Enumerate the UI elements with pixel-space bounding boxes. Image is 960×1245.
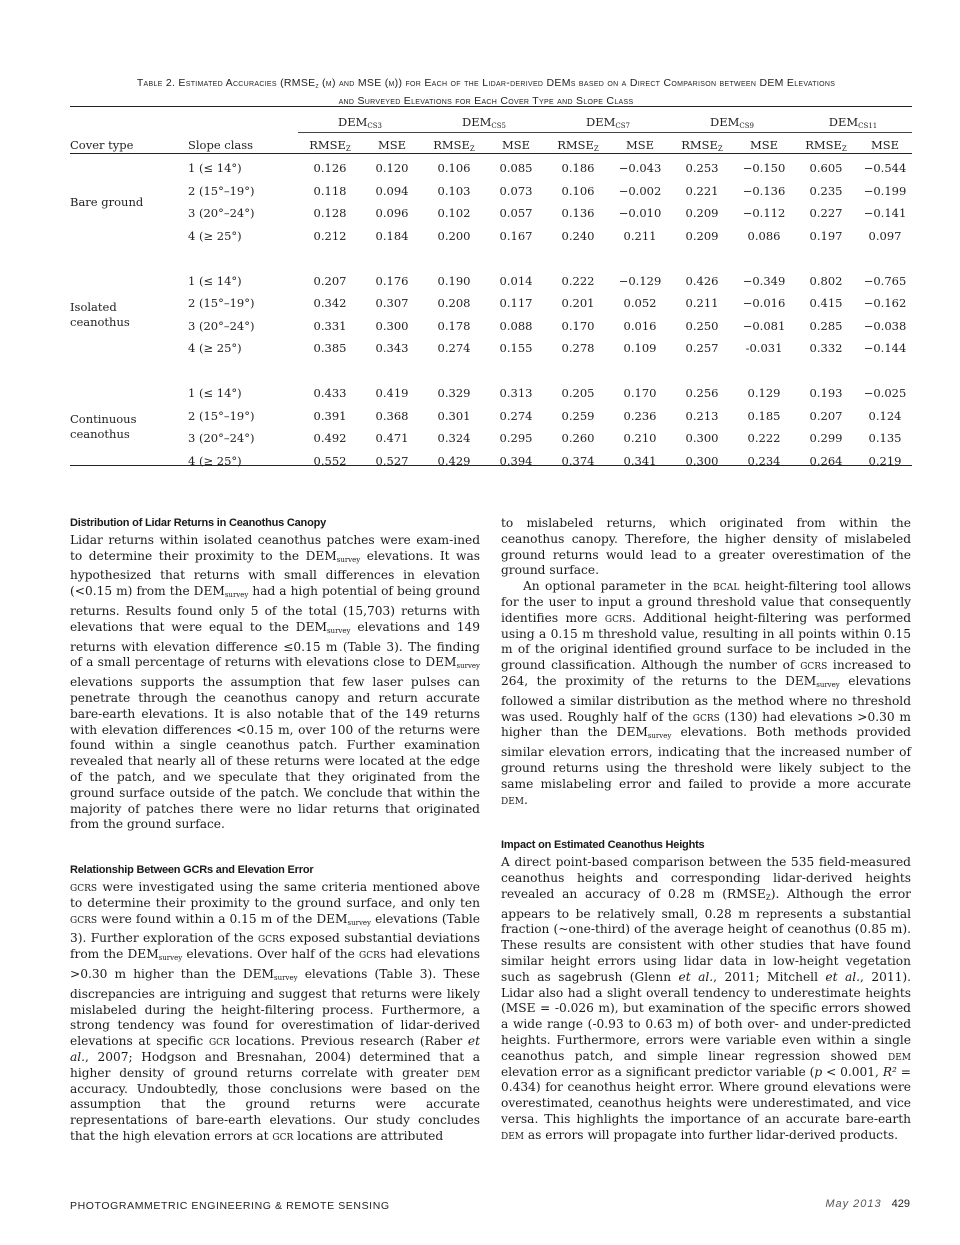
text-run: elevations (Table 3). Further exploration of the: [70, 911, 480, 946]
rmse-value: 0.331: [313, 318, 347, 333]
abbrev: gcrs: [258, 931, 286, 946]
dem-group-header: [422, 108, 546, 133]
cover-type-cell: [70, 157, 188, 247]
rmse-value: 0.300: [685, 431, 719, 446]
italic-text: et al.: [678, 969, 714, 984]
mse-value: 0.086: [747, 229, 781, 244]
abbrev: dem: [456, 1065, 480, 1080]
journal-name: PHOTOGRAMMETRIC ENGINEERING & REMOTE SENSING: [70, 1200, 390, 1212]
mse-value: −0.038: [863, 318, 907, 333]
rmse-value: 0.212: [313, 229, 347, 244]
abbrev: gcrs: [800, 658, 828, 673]
rmse-value: 0.426: [685, 273, 719, 288]
text-run: ined to determine their proximity to the DEM: [70, 532, 480, 563]
text-run: , 2011). Lidar also had a slight overall tendency to underestimate heights (MSE = -0.026 m), but examination of the specific errors showed a wide range (-0.93 to 0.63 m) of both over- and under-predicted heights. Furthermore, errors were variable even within a single ceanothus patch, and simple linear regression showed: [501, 969, 911, 1063]
col-header-mse: MSE: [749, 138, 779, 152]
italic-text: et al.: [825, 969, 861, 984]
mse-value: 0.094: [375, 183, 409, 198]
mse-value: 0.155: [499, 341, 533, 356]
abbrev: gcr: [272, 1128, 294, 1143]
text-run: were found within a 0.15 m of the DEM: [97, 911, 348, 926]
cover-type-cell: [70, 382, 188, 472]
table-row: [70, 382, 912, 405]
text-run: Lidar returns within isolated ceanothus patches were exam-: [70, 532, 454, 547]
mse-value: 0.222: [747, 431, 781, 446]
rmse-value: 0.257: [685, 341, 719, 356]
rmse-value: 0.208: [437, 296, 471, 311]
slope-class: 3 (20°–24°): [188, 318, 255, 333]
rmse-value: 0.274: [437, 341, 471, 356]
abbrev: gcrs: [604, 610, 632, 625]
rmse-value: 0.278: [561, 341, 595, 356]
rmse-value: 0.235: [809, 183, 843, 198]
left-column: [70, 516, 480, 1145]
rmse-value: 0.285: [809, 318, 843, 333]
mse-value: 0.109: [623, 341, 657, 356]
slope-class: 2 (15°–19°): [188, 408, 255, 423]
paragraph: to mislabeled returns, which originated from within the ceanothus canopy. Therefore, the higher density of mislabeled ground returns would lead to a greater overestimation of the ground surface.: [501, 516, 911, 578]
mse-value: 0.014: [499, 273, 533, 288]
rmse-label: RMSE: [681, 137, 718, 152]
dem-group-header: [298, 108, 422, 133]
slope-class: 1 (≤ 14°): [188, 273, 242, 288]
mse-value: 0.184: [375, 229, 409, 244]
mse-value: 0.419: [375, 386, 409, 401]
text-run: elevations and 149 returns with elevation difference ≤0.15 m (Table 3). The finding of a small percentage of returns with elevations close to DEM: [70, 619, 481, 670]
mse-value: 0.210: [623, 431, 657, 446]
rmse-value: 0.209: [685, 206, 719, 221]
rmse-value: 0.136: [561, 206, 595, 221]
slope-class: 4 (≥ 25°): [188, 229, 242, 244]
mse-value: 0.073: [499, 183, 533, 198]
rmse-value: 0.178: [437, 318, 471, 333]
slope-class: 1 (≤ 14°): [188, 386, 242, 401]
dem-sub: CS3: [367, 122, 382, 130]
mse-value: 0.185: [747, 408, 781, 423]
slope-class: 1 (≤ 14°): [188, 161, 242, 176]
mse-value: 0.016: [623, 318, 657, 333]
dem-group-header: [794, 108, 912, 133]
section-heading: Impact on Estimated Ceanothus Heights: [501, 839, 705, 852]
table-row: [70, 450, 912, 473]
rmse-value: 0.253: [685, 161, 719, 176]
abbrev: gcrs: [359, 947, 387, 962]
abbrev: dem: [887, 1048, 911, 1063]
rmse-value: 0.415: [809, 296, 843, 311]
mse-value: 0.295: [499, 431, 533, 446]
rmse-value: 0.385: [313, 341, 347, 356]
table-top-rule: [70, 106, 912, 107]
subscript: survey: [224, 591, 249, 600]
rmse-label: RMSE: [557, 137, 594, 152]
rmse-value: 0.240: [561, 229, 595, 244]
mse-value: −0.150: [742, 161, 786, 176]
mse-value: 0.471: [375, 431, 409, 446]
subscript: survey: [456, 662, 480, 671]
text-run: elevations (Table 3). These discrepancies are intriguing and suggest that returns were likely mislabeled during the height-filtering process. Furthermore, a strong tendency was found for overestimation of lidar-derived elevations at specific: [70, 966, 480, 1049]
mse-value: −0.112: [742, 206, 786, 221]
rmse-value: 0.126: [313, 161, 347, 176]
dem-sub: CS7: [615, 122, 630, 130]
rmse-value: 0.256: [685, 386, 719, 401]
mse-value: −0.765: [863, 273, 907, 288]
rmse-value: 0.300: [685, 453, 719, 468]
mse-value: 0.343: [375, 341, 409, 356]
rmse-value: 0.374: [561, 453, 595, 468]
text-run: .: [524, 792, 528, 807]
mse-value: 0.088: [499, 318, 533, 333]
mse-value: 0.096: [375, 206, 409, 221]
subscript: survey: [647, 732, 672, 741]
subscript: survey: [158, 954, 183, 963]
caption-part: Table 2. Estimated Accuracies (RMSE: [136, 77, 316, 89]
table-row: [70, 269, 912, 292]
rmse-value: 0.207: [809, 408, 843, 423]
rmse-value: 0.193: [809, 386, 843, 401]
mse-value: −0.129: [618, 273, 662, 288]
mse-value: 0.368: [375, 408, 409, 423]
abbrev: gcr: [208, 1034, 230, 1049]
text-run: ). Although the error appears to be relatively small, 0.28 m represents a substantial fraction (~one-third) of the average height of ceanothus (0.85 m). These results are consistent with other studies that have found similar height errors using lidar data in low-height vegetation such as sagebrush (Glenn: [501, 886, 911, 984]
text-run: An optional parameter in the: [523, 579, 714, 594]
text-run: exposed substantial deviations from the DEM: [70, 931, 480, 962]
rmse-value: 0.324: [437, 431, 471, 446]
rmse-value: 0.201: [561, 296, 595, 311]
mse-value: 0.394: [499, 453, 533, 468]
subscript: survey: [326, 626, 351, 635]
mse-value: 0.234: [747, 453, 781, 468]
paragraph: [70, 533, 480, 833]
rmse-sub: Z: [469, 144, 475, 153]
section-heading: Relationship Between GCRs and Elevation Error: [70, 864, 314, 877]
rmse-value: 0.260: [561, 431, 595, 446]
mse-value: 0.135: [868, 431, 902, 446]
rmse-value: 0.264: [809, 453, 843, 468]
mse-value: −0.002: [618, 183, 662, 198]
rmse-value: 0.186: [561, 161, 595, 176]
mse-value: 0.219: [868, 453, 902, 468]
dem-sub: CS11: [858, 122, 878, 130]
text-run: had elevations >0.30 m higher than the DEM: [70, 947, 480, 981]
rmse-value: 0.221: [685, 183, 719, 198]
slope-class: 3 (20°–24°): [188, 206, 255, 221]
col-header-mse: MSE: [625, 138, 655, 152]
rmse-value: 0.106: [437, 161, 471, 176]
text-run: elevations. Both methods provided similar elevation errors, indicating that the increased number of ground returns using the threshold were likely subject to the same mislabeling error and failed to provide a more accurate: [501, 725, 911, 791]
table-row: [70, 404, 912, 427]
text-run: . Additional height-filtering was performed using a 0.15 m threshold value, resulting in all points within 0.15 m of the original identified ground surface to be included in the ground classification. Although the number of: [501, 610, 912, 673]
rmse-value: 0.391: [313, 408, 347, 423]
text-run: < 0.001,: [822, 1064, 883, 1079]
text-run: elevations supports the assumption that few laser pulses can penetrate through the ceanothus canopy and return accurate bare-earth elevations. It is also notable that of the 149 returns with elevation differences <0.15 m, over 100 of the returns were found within a single ceanothus patch. Further examination revealed that nearly all of these returns were located at the edge of the patch, and we speculate that they originated from the ground surface outside of the patch. We conclude that within the majority of patches there were no lidar returns that originated from the ground surface.: [70, 675, 480, 832]
table-row: [70, 427, 912, 450]
dem-group-header: [546, 108, 670, 133]
rmse-value: 0.605: [809, 161, 843, 176]
mse-value: 0.527: [375, 453, 409, 468]
abbrev: gcrs: [70, 911, 98, 926]
rmse-value: 0.102: [437, 206, 471, 221]
mse-value: 0.300: [375, 318, 409, 333]
table-row: [70, 180, 912, 203]
text-run: as errors will propagate into further lidar-derived products.: [524, 1127, 899, 1142]
mse-value: 0.274: [499, 408, 533, 423]
cover-type-cell: [70, 269, 188, 359]
rmse-value: 0.227: [809, 206, 843, 221]
dem-label: DEM: [462, 115, 492, 129]
col-header-rmse: [546, 133, 610, 158]
col-header-rmse: [422, 133, 486, 158]
rmse-value: 0.552: [313, 453, 347, 468]
subscript: survey: [816, 680, 840, 689]
rmse-value: 0.106: [561, 183, 595, 198]
rmse-value: 0.802: [809, 273, 843, 288]
table-row: [70, 292, 912, 315]
col-header-rmse: [794, 133, 858, 158]
text-run: accuracy. Undoubtedly, those conclusions were based on the assumption that the ground returns were accurate representations of bare-earth elevations. Our study concludes that the high elevation errors at: [70, 1081, 480, 1143]
page-number: 429: [891, 1198, 910, 1210]
rmse-value: 0.429: [437, 453, 471, 468]
dem-label: DEM: [586, 115, 616, 129]
rmse-value: 0.301: [437, 408, 471, 423]
paragraph: [70, 880, 480, 1145]
mse-value: 0.236: [623, 408, 657, 423]
col-header-mse: MSE: [501, 138, 531, 152]
mse-value: 0.052: [623, 296, 657, 311]
col-header-rmse: [670, 133, 734, 158]
mse-value: 0.117: [499, 296, 533, 311]
text-run: had a high potential of being ground returns. Results found only 5 of the total (15,703) returns with elevations that were equal to the DEM: [70, 584, 481, 634]
rmse-value: 0.207: [313, 273, 347, 288]
header-blank: [70, 108, 188, 133]
page-footer: [825, 1198, 910, 1210]
mse-value: −0.141: [863, 206, 907, 221]
cover-type: Bare ground: [70, 194, 144, 209]
italic-text: p: [814, 1064, 823, 1079]
caption-part: and Surveyed Elevations for Each Cover Type and Slope Class: [338, 95, 634, 107]
mse-value: 0.085: [499, 161, 533, 176]
rmse-label: RMSE: [309, 137, 346, 152]
text-run: , 2011; Mitchell: [713, 969, 826, 984]
rmse-label: RMSE: [433, 137, 470, 152]
dem-label: DEM: [710, 115, 740, 129]
table-row: [70, 225, 912, 248]
mse-value: 0.057: [499, 206, 533, 221]
rmse-value: 0.200: [437, 229, 471, 244]
rmse-value: 0.211: [685, 296, 719, 311]
dem-group-header: [670, 108, 794, 133]
rmse-value: 0.250: [685, 318, 719, 333]
mse-value: −0.025: [863, 386, 907, 401]
abbrev: dem: [501, 792, 525, 807]
rmse-value: 0.259: [561, 408, 595, 423]
mse-value: 0.341: [623, 453, 657, 468]
table-row: [70, 157, 912, 180]
subscript: survey: [274, 973, 298, 982]
subscript: Z: [765, 893, 771, 902]
mse-value: −0.199: [863, 183, 907, 198]
table-caption: [60, 76, 912, 108]
slope-class: 4 (≥ 25°): [188, 453, 242, 468]
text-run: elevations followed a similar distribution as the method where no threshold was used. Roughly half of the: [501, 673, 911, 724]
mse-value: −0.349: [742, 273, 786, 288]
rmse-sub: Z: [345, 144, 351, 153]
rmse-sub: Z: [841, 144, 847, 153]
cover-type: ceanothus: [70, 314, 130, 329]
italic-text: R²: [882, 1064, 897, 1079]
slope-class: 2 (15°–19°): [188, 183, 255, 198]
table-row: [70, 337, 912, 360]
rmse-value: 0.222: [561, 273, 595, 288]
rmse-value: 0.332: [809, 341, 843, 356]
text-run: locations are attributed: [293, 1128, 444, 1143]
text-run: height-filtering tool allows for the user to input a ground threshold value that consequently identifies more: [501, 579, 911, 625]
accuracy-table: [70, 108, 912, 472]
text-run: (130) had elevations >0.30 m higher than the DEM: [501, 709, 911, 740]
issue-date: May 2013: [825, 1198, 882, 1210]
right-column: [501, 516, 911, 1143]
rmse-value: 0.329: [437, 386, 471, 401]
mse-value: 0.176: [375, 273, 409, 288]
mse-value: −0.162: [863, 296, 907, 311]
mse-value: 0.097: [868, 229, 902, 244]
rmse-value: 0.197: [809, 229, 843, 244]
mse-value: −0.544: [863, 161, 907, 176]
abbrev: gcrs: [70, 879, 98, 894]
rmse-value: 0.190: [437, 273, 471, 288]
rmse-value: 0.170: [561, 318, 595, 333]
mse-value: 0.313: [499, 386, 533, 401]
text-run: , 2007; Hodgson and Bresnahan, 2004) determined that a higher density of ground returns correlate with greater: [70, 1049, 480, 1080]
text-run: A direct point-based comparison between the 535 field-measured ceanothus heights and corresponding lidar-derived heights revealed an accuracy of 0.28 m (RMSE: [501, 855, 911, 901]
mse-value: -0.031: [745, 341, 783, 356]
rmse-sub: Z: [593, 144, 599, 153]
mse-value: −0.016: [742, 296, 786, 311]
rmse-value: 0.128: [313, 206, 347, 221]
dem-label: DEM: [338, 115, 368, 129]
cover-type: Continuous: [70, 411, 137, 426]
mse-value: 0.307: [375, 296, 409, 311]
table-row: [70, 202, 912, 225]
text-run: elevation error as a significant predictor variable (: [501, 1064, 815, 1079]
mse-value: −0.043: [618, 161, 662, 176]
table-row: [70, 315, 912, 338]
rmse-value: 0.492: [313, 431, 347, 446]
slope-class: 3 (20°–24°): [188, 431, 255, 446]
rmse-value: 0.342: [313, 296, 347, 311]
mse-value: −0.144: [863, 341, 907, 356]
cover-type: ceanothus: [70, 426, 130, 441]
dem-sub: CS9: [739, 122, 754, 130]
col-header-rmse: [298, 133, 362, 158]
col-header-mse: MSE: [870, 138, 900, 152]
text-run: were investigated using the same criteria mentioned above to determine their proximity to the ground surface, and only ten: [70, 879, 480, 910]
dem-sub: CS5: [491, 122, 506, 130]
text-run: elevations. Over half of the: [182, 947, 359, 962]
rmse-sub: Z: [717, 144, 723, 153]
dem-label: DEM: [828, 115, 859, 129]
group-gap: [70, 360, 912, 382]
rmse-value: 0.103: [437, 183, 471, 198]
mse-value: 0.170: [623, 386, 657, 401]
mse-value: −0.136: [742, 183, 786, 198]
caption-part: (m) and MSE (m)) for Each of the Lidar-derived DEMs based on a Direct Comparison between DEM Elevations: [318, 77, 836, 89]
mse-value: −0.010: [618, 206, 662, 221]
caption-sub: z: [315, 83, 319, 90]
abbrev: gcrs: [692, 709, 720, 724]
mse-value: 0.120: [375, 161, 409, 176]
section-heading: Distribution of Lidar Returns in Ceanothus Canopy: [70, 517, 327, 529]
text-run: locations. Previous research (Raber: [229, 1034, 468, 1049]
text-run: elevations. It was hypothesized that returns with small differences in elevation (<0.15 m) from the DEM: [70, 548, 480, 599]
mse-value: 0.211: [623, 229, 657, 244]
col-header-slope: Slope class: [188, 137, 254, 152]
mse-value: −0.081: [742, 318, 786, 333]
rmse-value: 0.299: [809, 431, 843, 446]
rmse-value: 0.118: [313, 183, 347, 198]
group-gap: [70, 247, 912, 269]
header-blank: [188, 108, 298, 133]
subscript: survey: [347, 918, 372, 927]
paragraph: [501, 579, 911, 808]
rmse-value: 0.213: [685, 408, 719, 423]
text-run: increased to 264, the proximity of the returns to the DEM: [501, 658, 911, 688]
col-header-cover: Cover type: [70, 137, 134, 152]
rmse-value: 0.433: [313, 386, 347, 401]
cover-type: Isolated: [70, 299, 117, 314]
italic-text: et al.: [70, 1034, 480, 1064]
slope-class: 4 (≥ 25°): [188, 341, 242, 356]
mse-value: 0.167: [499, 229, 533, 244]
rmse-value: 0.205: [561, 386, 595, 401]
mse-value: 0.129: [747, 386, 781, 401]
col-header-mse: MSE: [377, 138, 407, 152]
subscript: survey: [336, 555, 361, 564]
slope-class: 2 (15°–19°): [188, 296, 255, 311]
mse-value: 0.124: [868, 408, 902, 423]
paragraph: [501, 855, 911, 1143]
text-run: = 0.434) for ceanothus height error. Where ground elevations were overestimated, ceanothus heights were underestimated, and vice versa. This highlights the importance of an accurate bare-earth: [501, 1064, 911, 1126]
rmse-label: RMSE: [805, 137, 842, 152]
abbrev: bcal: [713, 579, 740, 594]
abbrev: dem: [501, 1127, 525, 1142]
rmse-value: 0.209: [685, 229, 719, 244]
